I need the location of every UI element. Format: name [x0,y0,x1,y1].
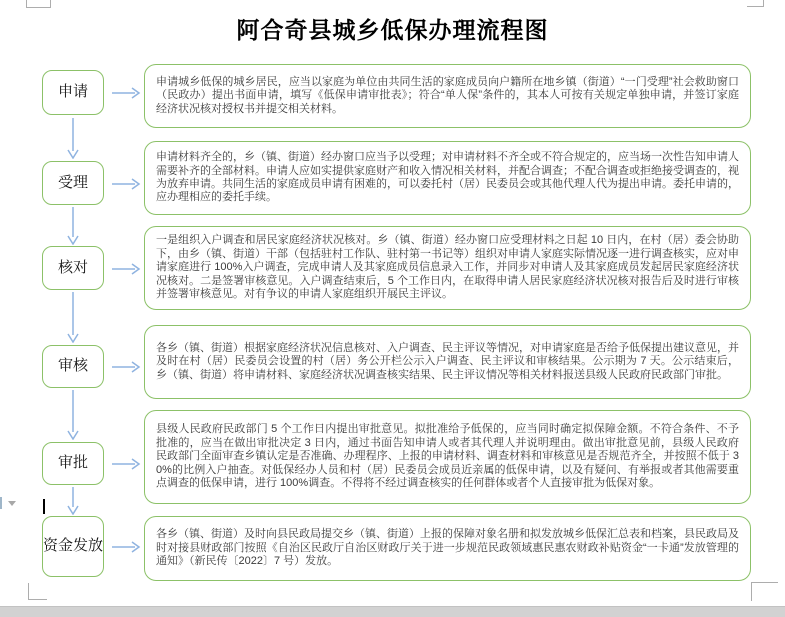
flow-node-label: 核对 [57,258,88,276]
flow-description-box[interactable] [144,410,751,504]
flow-node-label: 资金发放 [43,537,104,555]
text-boundary-mark-bottom-left [28,583,47,600]
arrow-down-icon[interactable] [66,487,80,515]
outline-marker-icon [8,501,16,506]
text-boundary-mark-top-right [747,0,764,7]
page-title: 阿合奇县城乡低保办理流程图 [236,17,549,43]
arrow-down-icon[interactable] [66,207,80,245]
flow-node-label: 审核 [57,357,88,375]
flow-node-approve[interactable] [42,442,104,485]
text-boundary-mark-bottom-right [751,582,778,601]
arrow-down-icon[interactable] [66,118,80,159]
text-cursor [43,499,45,514]
page-bottom-band [0,606,785,617]
arrow-right-icon[interactable] [111,360,141,374]
flow-description-box[interactable] [144,325,751,399]
flow-description-box[interactable] [144,226,751,310]
step-description: 申请材料齐全的，乡（镇、街道）经办窗口应当予以受理；对申请材料不齐全或不符合规定的，应当场一次性告知申请人需要补齐的全部材料。申请人应如实提供家庭财产和收入情况相关材料，并配合调查；不配合调查或拒绝接受调查的，视为放弃申请。共同生活的家庭成员申请有困难的，可以委托村（居）民委员会或其他代理人代为提出申请。委托申请的，应办理相应的委托手续。 [156,151,739,204]
arrow-right-icon[interactable] [111,86,141,100]
arrow-down-icon[interactable] [66,292,80,343]
flow-node-label: 审批 [57,454,88,472]
flow-node-label: 申请 [57,83,88,101]
flow-node-accept[interactable] [42,161,104,205]
step-description: 申请城乡低保的城乡居民，应当以家庭为单位由共同生活的家庭成员向户籍所在地乡镇（街道）“一门受理”社会救助窗口（民政办）提出书面申请，填写《低保申请审批表》；符合“单人保”条件的，其本人可按有关规定单独申请，并签订家庭经济状况核对授权书并提交相关材料。 [156,75,739,115]
arrow-right-icon[interactable] [111,262,141,276]
flow-node-verify[interactable] [42,246,104,290]
flow-description-box[interactable] [144,64,751,128]
step-description: 各乡（镇、街道）及时向县民政局提交乡（镇、街道）上报的保障对象名册和拟发放城乡低保汇总表和档案，县民政局及时对接县财政部门按照《自治区民政厅自治区财政厅关于进一步规范民政领域惠民惠农财政补贴资金“一卡通”发放管理的通知》（新民传〔2022〕7 号）发放。 [156,528,739,568]
arrow-down-icon[interactable] [66,390,80,440]
text-boundary-mark-top-left [26,0,51,8]
flow-description-box[interactable] [144,516,751,581]
arrow-right-icon[interactable] [111,457,141,471]
arrow-right-icon[interactable] [111,177,141,191]
step-description: 一是组织入户调查和居民家庭经济状况核对。乡（镇、街道）经办窗口应受理材料之日起 10 日内，在村（居）委会协助下，由乡（镇、街道）干部（包括驻村工作队、驻村第一书记等）组织对申请人家庭实际情况逐一进行调查核实，应对申请家庭进行 100%入户调查，完成申请人及其家庭成员信息录入工作，并同步对申请人及其家庭成员发起居民家庭经济状况核对。二是签署审核意见。入户调查结束后，5 个工作日内，在取得申请人居民家庭经济状况核对报告后及时进行审核并签署审核意见。对有争议的申请人家庭组织开展民主评议。 [156,234,739,301]
flow-node-label: 受理 [57,173,88,191]
flow-node-apply[interactable] [42,70,104,115]
flow-node-fund-disbursement[interactable] [42,516,104,577]
flow-node-review[interactable] [42,345,104,388]
left-edge-artifact [0,497,2,509]
arrow-right-icon[interactable] [111,540,141,554]
flow-description-box[interactable] [144,141,751,215]
step-description: 各乡（镇、街道）根据家庭经济状况信息核对、入户调查、民主评议等情况，对申请家庭是否给予低保提出建议意见，并及时在村（居）民委员会设置的村（居）务公开栏公示入户调查、民主评议和审核结果。公示期为 7 天。公示结束后，乡（镇、街道）将申请材料、家庭经济状况调查核实结果、民主评议情况等相关材料报送县级人民政府民政部门审批。 [156,341,739,381]
step-description: 县级人民政府民政部门 5 个工作日内提出审批意见。拟批准给予低保的，应当同时确定拟保障金额。不符合条件、不予批准的，应当在做出审批决定 3 日内，通过书面告知申请人或者其代理人并说明理由。做出审批意见前，县级人民政府民政部门全面审查乡镇认定是否准确、办理程序、上报的申请材料、调查材料和审核意见是否规范齐全，并按照不低于 30%的比例入户抽查。对低保经办人员和村（居）民委员会成员近亲属的低保申请，以及有疑问、有举报或者其他需要重点调查的低保申请，进行 100%调查。不得将不经过调查核实的任何群体或者个人直接审批为低保对象。 [156,423,739,490]
